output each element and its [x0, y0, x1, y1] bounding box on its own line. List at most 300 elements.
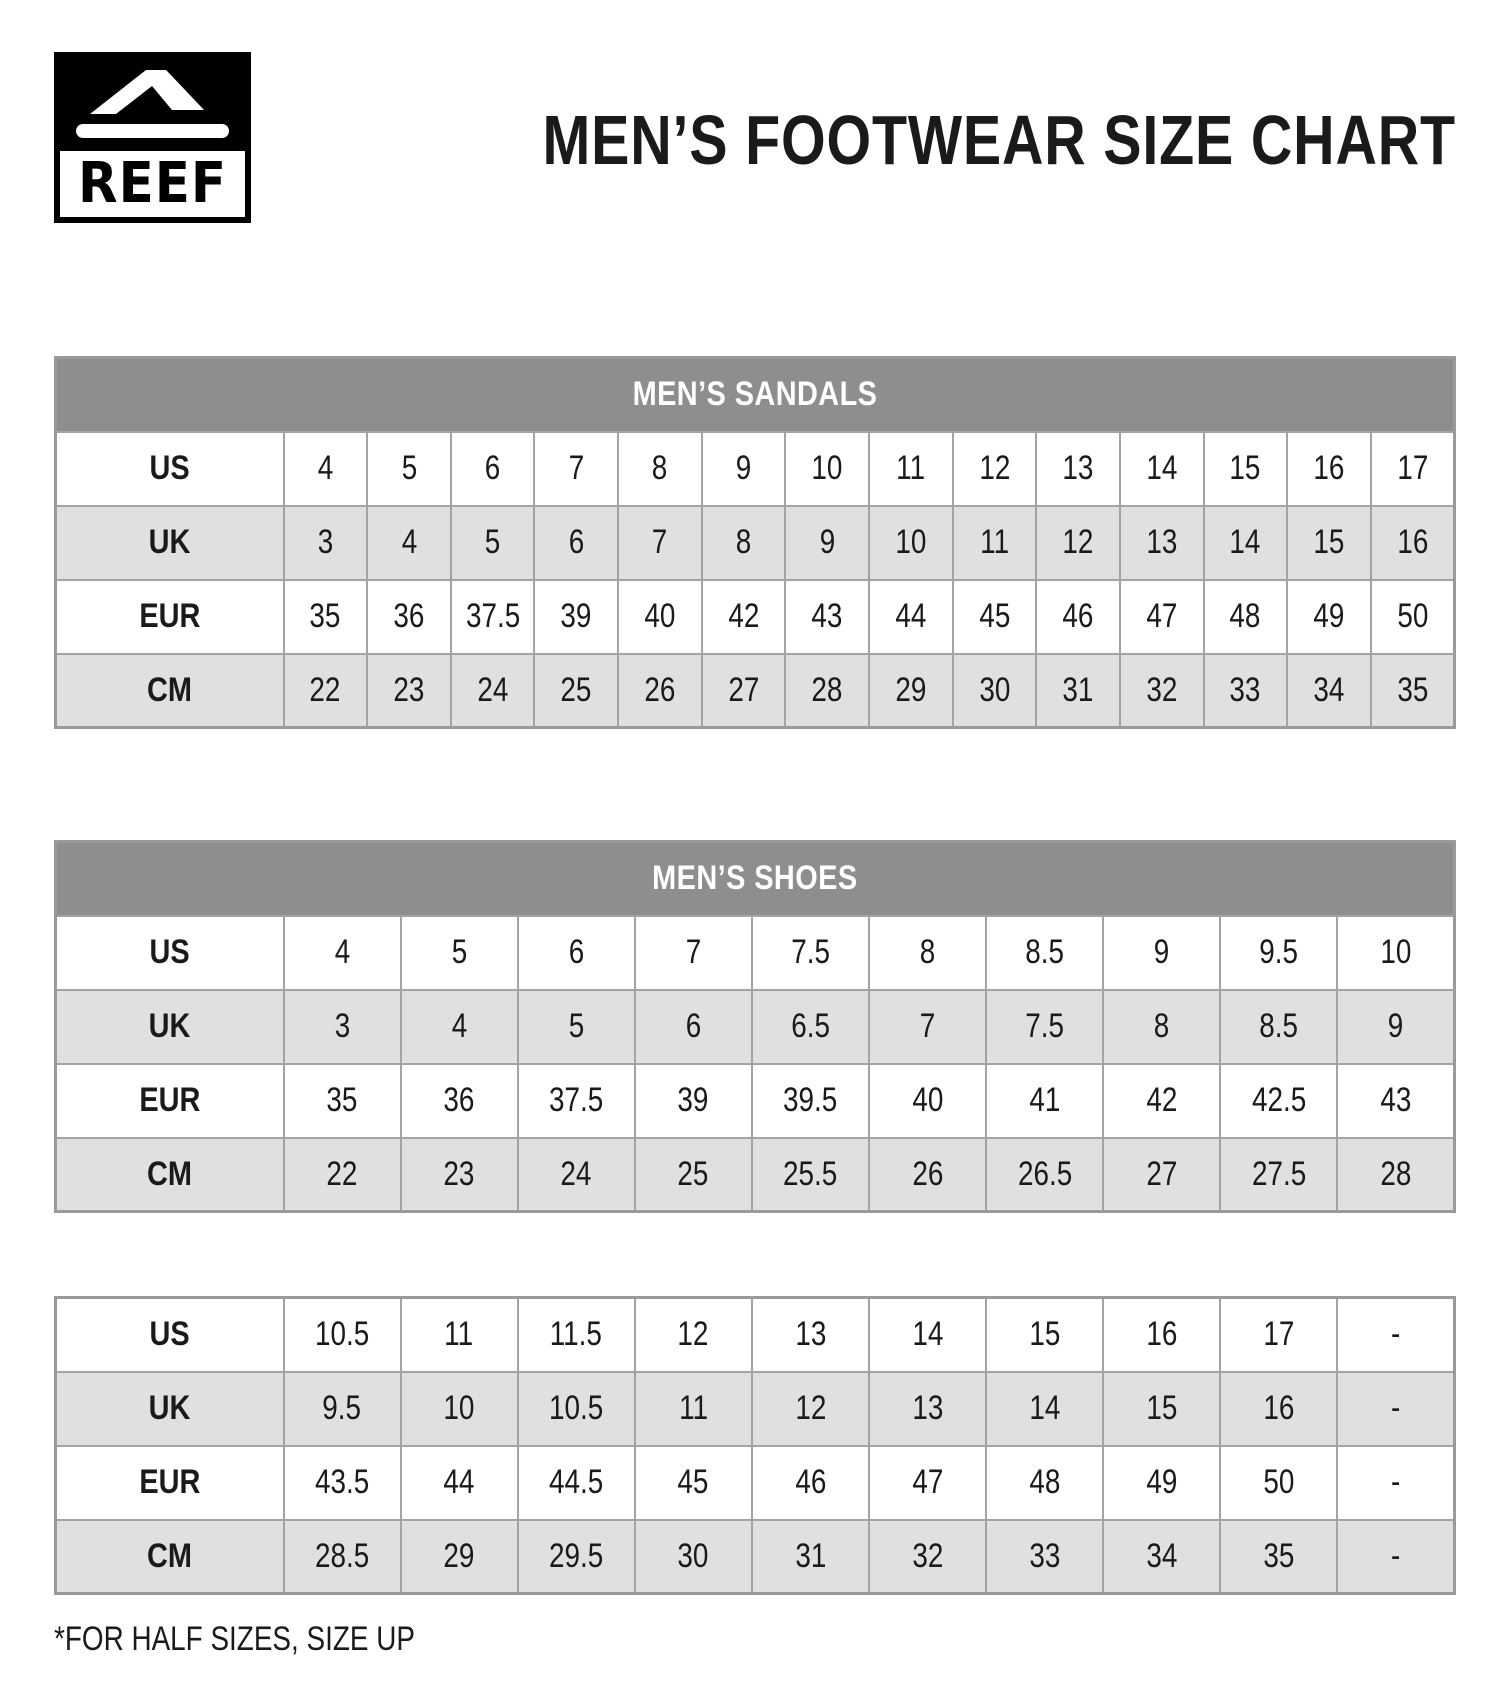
size-cell — [284, 432, 368, 506]
size-cell — [986, 1138, 1103, 1212]
size-value: 6 — [568, 933, 584, 971]
size-value: 10 — [443, 1389, 475, 1427]
size-value: 8.5 — [1259, 1007, 1299, 1045]
size-value: 28 — [811, 670, 843, 709]
size-cell — [1337, 1372, 1454, 1446]
size-value: 6 — [568, 523, 585, 561]
size-cell — [986, 1298, 1103, 1372]
size-cell — [1103, 1298, 1220, 1372]
size-cell — [1036, 654, 1120, 728]
size-cell — [401, 1446, 518, 1520]
size-cell — [401, 1138, 518, 1212]
size-cell — [752, 1298, 869, 1372]
size-value: 43 — [811, 597, 843, 635]
size-cell — [1204, 654, 1288, 728]
size-value: 9.5 — [322, 1389, 362, 1427]
table-row — [56, 1520, 1455, 1594]
size-cell — [1287, 432, 1371, 506]
size-value: 13 — [794, 1315, 826, 1354]
row-label — [56, 1446, 284, 1520]
table-row — [56, 990, 1455, 1064]
size-cell — [635, 1138, 752, 1212]
row-label-text: US — [149, 449, 190, 487]
size-value: 14 — [911, 1315, 944, 1354]
size-cell — [869, 1064, 986, 1138]
size-value: 30 — [978, 670, 1010, 709]
table-row — [56, 1138, 1455, 1212]
size-cell — [953, 432, 1037, 506]
size-cell — [953, 580, 1037, 654]
size-cell — [451, 506, 535, 580]
logo-wordmark: REEF — [78, 151, 227, 216]
size-value: 27 — [1146, 1154, 1178, 1193]
row-label — [56, 432, 284, 506]
size-cell — [869, 1138, 986, 1212]
size-cell — [401, 1298, 518, 1372]
size-value: 11 — [896, 449, 926, 487]
size-cell — [518, 1372, 635, 1446]
size-cell — [1036, 506, 1120, 580]
size-value: 50 — [1263, 1463, 1295, 1501]
size-value: 50 — [1396, 597, 1428, 635]
row-label-text: EUR — [139, 1463, 201, 1501]
size-value: 33 — [1229, 670, 1261, 709]
size-cell — [635, 916, 752, 990]
size-cell — [752, 1138, 869, 1212]
size-value: - — [1391, 1315, 1401, 1354]
size-value: 7.5 — [791, 933, 830, 971]
size-value: 13 — [1062, 449, 1094, 487]
size-value: 34 — [1146, 1536, 1178, 1575]
size-value: 8.5 — [1025, 933, 1064, 971]
size-value: 43 — [1380, 1081, 1412, 1119]
row-label — [56, 916, 284, 990]
size-value: 7 — [652, 523, 668, 561]
size-value: 26.5 — [1017, 1154, 1072, 1193]
size-value: 4 — [451, 1007, 467, 1045]
size-value: 5 — [401, 449, 417, 487]
size-value: 16 — [1313, 449, 1345, 487]
size-cell — [1371, 580, 1455, 654]
row-label — [56, 1064, 284, 1138]
size-cell — [1220, 1446, 1337, 1520]
section-header-label: MEN’S SANDALS — [632, 375, 878, 414]
size-value: 5 — [451, 933, 467, 971]
size-cell — [401, 1372, 518, 1446]
size-value: 40 — [911, 1081, 944, 1119]
size-cell — [284, 1138, 401, 1212]
size-value: 32 — [1146, 670, 1178, 709]
size-cell — [1220, 1064, 1337, 1138]
size-value: 29 — [443, 1536, 475, 1575]
size-value: 26 — [644, 670, 676, 709]
size-value: 13 — [1146, 523, 1178, 561]
size-cell — [785, 580, 869, 654]
shoes-size-table — [54, 840, 1456, 1213]
size-cell — [284, 1372, 401, 1446]
size-cell — [869, 432, 953, 506]
size-cell — [1220, 1298, 1337, 1372]
size-value: 15 — [1029, 1315, 1061, 1354]
size-cell — [986, 1520, 1103, 1594]
row-label — [56, 506, 284, 580]
size-value: 31 — [794, 1536, 826, 1575]
shoes-continued-size-table — [54, 1296, 1456, 1595]
size-value: 33 — [1029, 1536, 1061, 1575]
size-cell — [1120, 654, 1204, 728]
size-cell — [284, 1520, 401, 1594]
size-value: 35 — [326, 1081, 358, 1119]
size-value: 7.5 — [1025, 1007, 1064, 1045]
size-value: 24 — [477, 670, 509, 709]
size-cell — [785, 432, 869, 506]
size-value: 28 — [1380, 1154, 1412, 1193]
size-cell — [869, 580, 953, 654]
size-cell — [752, 990, 869, 1064]
size-value: 44.5 — [549, 1463, 604, 1501]
size-value: 30 — [677, 1536, 709, 1575]
size-value: 17 — [1396, 449, 1428, 487]
size-cell — [1204, 506, 1288, 580]
size-cell — [534, 580, 618, 654]
row-label-text: EUR — [139, 597, 201, 635]
size-value: 40 — [644, 597, 676, 635]
size-cell — [785, 506, 869, 580]
size-cell — [618, 654, 702, 728]
size-cell — [1103, 1446, 1220, 1520]
size-value: 46 — [794, 1463, 826, 1501]
size-value: - — [1391, 1536, 1401, 1575]
size-cell — [1220, 1372, 1337, 1446]
size-cell — [401, 1064, 518, 1138]
row-label — [56, 1520, 284, 1594]
size-value: 39 — [677, 1081, 709, 1119]
size-value: 16 — [1146, 1315, 1178, 1354]
row-label-text: US — [149, 933, 190, 971]
table-row — [56, 506, 1455, 580]
size-cell — [986, 990, 1103, 1064]
table-row — [56, 654, 1455, 728]
size-value: 29 — [895, 670, 927, 709]
size-cell — [451, 654, 535, 728]
size-value: 23 — [443, 1154, 475, 1193]
size-cell — [518, 1520, 635, 1594]
size-cell — [1120, 506, 1204, 580]
reef-logo — [54, 52, 251, 223]
section-header-label: MEN’S SHOES — [652, 859, 858, 898]
size-value: 37.5 — [465, 597, 520, 635]
size-value: 35 — [1396, 670, 1428, 709]
row-label — [56, 1298, 284, 1372]
size-value: 8 — [1153, 1007, 1170, 1045]
size-cell — [518, 1064, 635, 1138]
size-cell — [618, 506, 702, 580]
size-cell — [1337, 1446, 1454, 1520]
table-row — [56, 432, 1455, 506]
row-label-text: US — [149, 1315, 190, 1354]
section-header — [56, 358, 1455, 432]
row-label — [56, 1138, 284, 1212]
size-value: 49 — [1146, 1463, 1178, 1501]
size-cell — [702, 654, 786, 728]
size-cell — [986, 1446, 1103, 1520]
size-cell — [1120, 580, 1204, 654]
size-cell — [1337, 916, 1454, 990]
size-cell — [1103, 1372, 1220, 1446]
size-cell — [986, 916, 1103, 990]
size-value: 6 — [685, 1007, 702, 1045]
size-value: 10 — [1380, 933, 1412, 971]
sandals-size-table — [54, 356, 1456, 729]
size-value: 7 — [568, 449, 585, 487]
table-row — [56, 1064, 1455, 1138]
size-value: 32 — [911, 1536, 944, 1575]
size-cell — [284, 1064, 401, 1138]
size-cell — [1371, 654, 1455, 728]
size-cell — [367, 654, 451, 728]
size-value: 11 — [444, 1315, 474, 1354]
size-value: - — [1391, 1463, 1401, 1501]
section-header — [56, 842, 1455, 916]
size-cell — [284, 506, 368, 580]
size-cell — [618, 580, 702, 654]
size-value: 15 — [1313, 523, 1345, 561]
size-cell — [1337, 990, 1454, 1064]
size-cell — [869, 916, 986, 990]
size-value: 25 — [677, 1154, 709, 1193]
size-cell — [284, 990, 401, 1064]
size-value: 16 — [1396, 523, 1428, 561]
size-value: 14 — [1146, 449, 1178, 487]
row-label-text: CM — [147, 1536, 193, 1575]
size-cell — [401, 990, 518, 1064]
size-cell — [1103, 1138, 1220, 1212]
size-value: 43.5 — [314, 1463, 370, 1501]
size-cell — [702, 580, 786, 654]
size-value: 13 — [911, 1389, 944, 1427]
size-cell — [1337, 1064, 1454, 1138]
size-cell — [1220, 1520, 1337, 1594]
size-cell — [451, 432, 535, 506]
size-cell — [284, 916, 401, 990]
size-cell — [1103, 990, 1220, 1064]
size-value: 42 — [1146, 1081, 1178, 1119]
size-cell — [518, 1138, 635, 1212]
size-cell — [869, 1520, 986, 1594]
size-cell — [1103, 1064, 1220, 1138]
size-value: 8 — [919, 933, 936, 971]
size-cell — [367, 580, 451, 654]
size-cell — [367, 506, 451, 580]
size-value: 39.5 — [783, 1081, 838, 1119]
size-value: 49 — [1313, 597, 1345, 635]
size-cell — [869, 990, 986, 1064]
size-value: 11.5 — [550, 1315, 603, 1354]
size-value: 6.5 — [791, 1007, 830, 1045]
row-label-text: UK — [148, 523, 191, 561]
row-label-text: CM — [147, 670, 193, 709]
size-cell — [401, 1520, 518, 1594]
size-cell — [635, 1298, 752, 1372]
size-cell — [785, 654, 869, 728]
size-value: 23 — [393, 670, 425, 709]
size-cell — [1220, 990, 1337, 1064]
size-value: 7 — [685, 933, 702, 971]
size-value: 44 — [443, 1463, 475, 1501]
size-cell — [534, 654, 618, 728]
row-label — [56, 654, 284, 728]
size-cell — [534, 506, 618, 580]
size-cell — [518, 990, 635, 1064]
size-cell — [1337, 1138, 1454, 1212]
size-value: 22 — [326, 1154, 358, 1193]
size-cell — [284, 654, 368, 728]
size-cell — [1036, 432, 1120, 506]
size-value: 12 — [677, 1315, 709, 1354]
size-value: 45 — [677, 1463, 709, 1501]
size-value: 6 — [484, 449, 501, 487]
size-value: 35 — [1263, 1536, 1295, 1575]
size-cell — [1103, 1520, 1220, 1594]
size-value: 42.5 — [1251, 1081, 1306, 1119]
size-value: 47 — [911, 1463, 944, 1501]
size-value: 48 — [1229, 597, 1261, 635]
size-value: 34 — [1313, 670, 1345, 709]
size-cell — [635, 1372, 752, 1446]
size-cell — [1287, 580, 1371, 654]
size-value: 14 — [1029, 1389, 1061, 1427]
size-value: 3 — [334, 1007, 350, 1045]
size-value: 15 — [1146, 1389, 1178, 1427]
size-value: 4 — [317, 449, 334, 487]
footnote: *FOR HALF SIZES, SIZE UP — [54, 1620, 415, 1658]
section-header-row — [56, 842, 1455, 916]
size-value: 7 — [919, 1007, 936, 1045]
wave-mountain-icon — [54, 52, 251, 151]
size-value: 25.5 — [783, 1154, 838, 1193]
size-value: 5 — [568, 1007, 584, 1045]
size-value: 8 — [735, 523, 752, 561]
size-value: - — [1391, 1389, 1401, 1427]
size-value: 5 — [484, 523, 501, 561]
table-row — [56, 580, 1455, 654]
size-value: 47 — [1146, 597, 1178, 635]
size-cell — [953, 654, 1037, 728]
size-value: 11 — [979, 523, 1009, 561]
size-cell — [702, 506, 786, 580]
size-value: 9 — [735, 449, 752, 487]
size-value: 11 — [678, 1389, 708, 1427]
size-cell — [702, 432, 786, 506]
size-cell — [1220, 1138, 1337, 1212]
size-value: 31 — [1062, 670, 1094, 709]
size-cell — [635, 1064, 752, 1138]
size-value: 12 — [1062, 523, 1094, 561]
size-value: 27 — [728, 670, 760, 709]
size-value: 9.5 — [1259, 933, 1299, 971]
size-value: 27.5 — [1251, 1154, 1306, 1193]
size-cell — [752, 1446, 869, 1520]
size-cell — [1371, 506, 1455, 580]
size-cell — [284, 580, 368, 654]
table-row — [56, 1446, 1455, 1520]
size-value: 46 — [1062, 597, 1094, 635]
row-label — [56, 580, 284, 654]
size-value: 10.5 — [314, 1315, 370, 1354]
size-value: 10.5 — [549, 1389, 604, 1427]
size-cell — [986, 1064, 1103, 1138]
table-row — [56, 916, 1455, 990]
size-cell — [635, 990, 752, 1064]
size-cell — [752, 1372, 869, 1446]
size-value: 35 — [309, 597, 341, 635]
table-row — [56, 1372, 1455, 1446]
row-label-text: CM — [147, 1154, 193, 1193]
size-value: 9 — [819, 523, 835, 561]
size-cell — [367, 432, 451, 506]
size-cell — [1287, 654, 1371, 728]
size-value: 29.5 — [549, 1536, 604, 1575]
size-value: 26 — [911, 1154, 944, 1193]
size-cell — [953, 506, 1037, 580]
size-cell — [1036, 580, 1120, 654]
size-value: 12 — [978, 449, 1010, 487]
size-cell — [986, 1372, 1103, 1446]
size-value: 15 — [1229, 449, 1261, 487]
size-cell — [1204, 580, 1288, 654]
size-cell — [752, 1064, 869, 1138]
size-cell — [869, 506, 953, 580]
size-value: 45 — [978, 597, 1010, 635]
size-cell — [1103, 916, 1220, 990]
size-value: 16 — [1263, 1389, 1295, 1427]
row-label — [56, 1372, 284, 1446]
size-cell — [869, 1372, 986, 1446]
size-value: 4 — [401, 523, 417, 561]
row-label — [56, 990, 284, 1064]
row-label-text: UK — [148, 1007, 191, 1045]
size-cell — [401, 916, 518, 990]
size-cell — [451, 580, 535, 654]
size-value: 48 — [1029, 1463, 1061, 1501]
size-value: 22 — [309, 670, 341, 709]
size-cell — [1120, 432, 1204, 506]
row-label-text: UK — [148, 1389, 191, 1427]
size-cell — [518, 1298, 635, 1372]
size-value: 36 — [443, 1081, 475, 1119]
size-cell — [1337, 1298, 1454, 1372]
size-value: 3 — [317, 523, 334, 561]
section-header-row — [56, 358, 1455, 432]
size-cell — [752, 1520, 869, 1594]
size-cell — [752, 916, 869, 990]
size-cell — [635, 1446, 752, 1520]
row-label-text: EUR — [139, 1081, 201, 1119]
size-value: 9 — [1153, 933, 1170, 971]
size-cell — [534, 432, 618, 506]
size-value: 28.5 — [314, 1536, 370, 1575]
size-cell — [518, 1446, 635, 1520]
size-value: 17 — [1263, 1315, 1295, 1354]
size-value: 24 — [560, 1154, 592, 1193]
size-cell — [284, 1446, 401, 1520]
page-title: MEN’S FOOTWEAR SIZE CHART — [542, 101, 1456, 179]
size-value: 8 — [652, 449, 668, 487]
size-value: 10 — [895, 523, 927, 561]
size-value: 10 — [811, 449, 843, 487]
size-value: 37.5 — [549, 1081, 604, 1119]
size-cell — [869, 654, 953, 728]
